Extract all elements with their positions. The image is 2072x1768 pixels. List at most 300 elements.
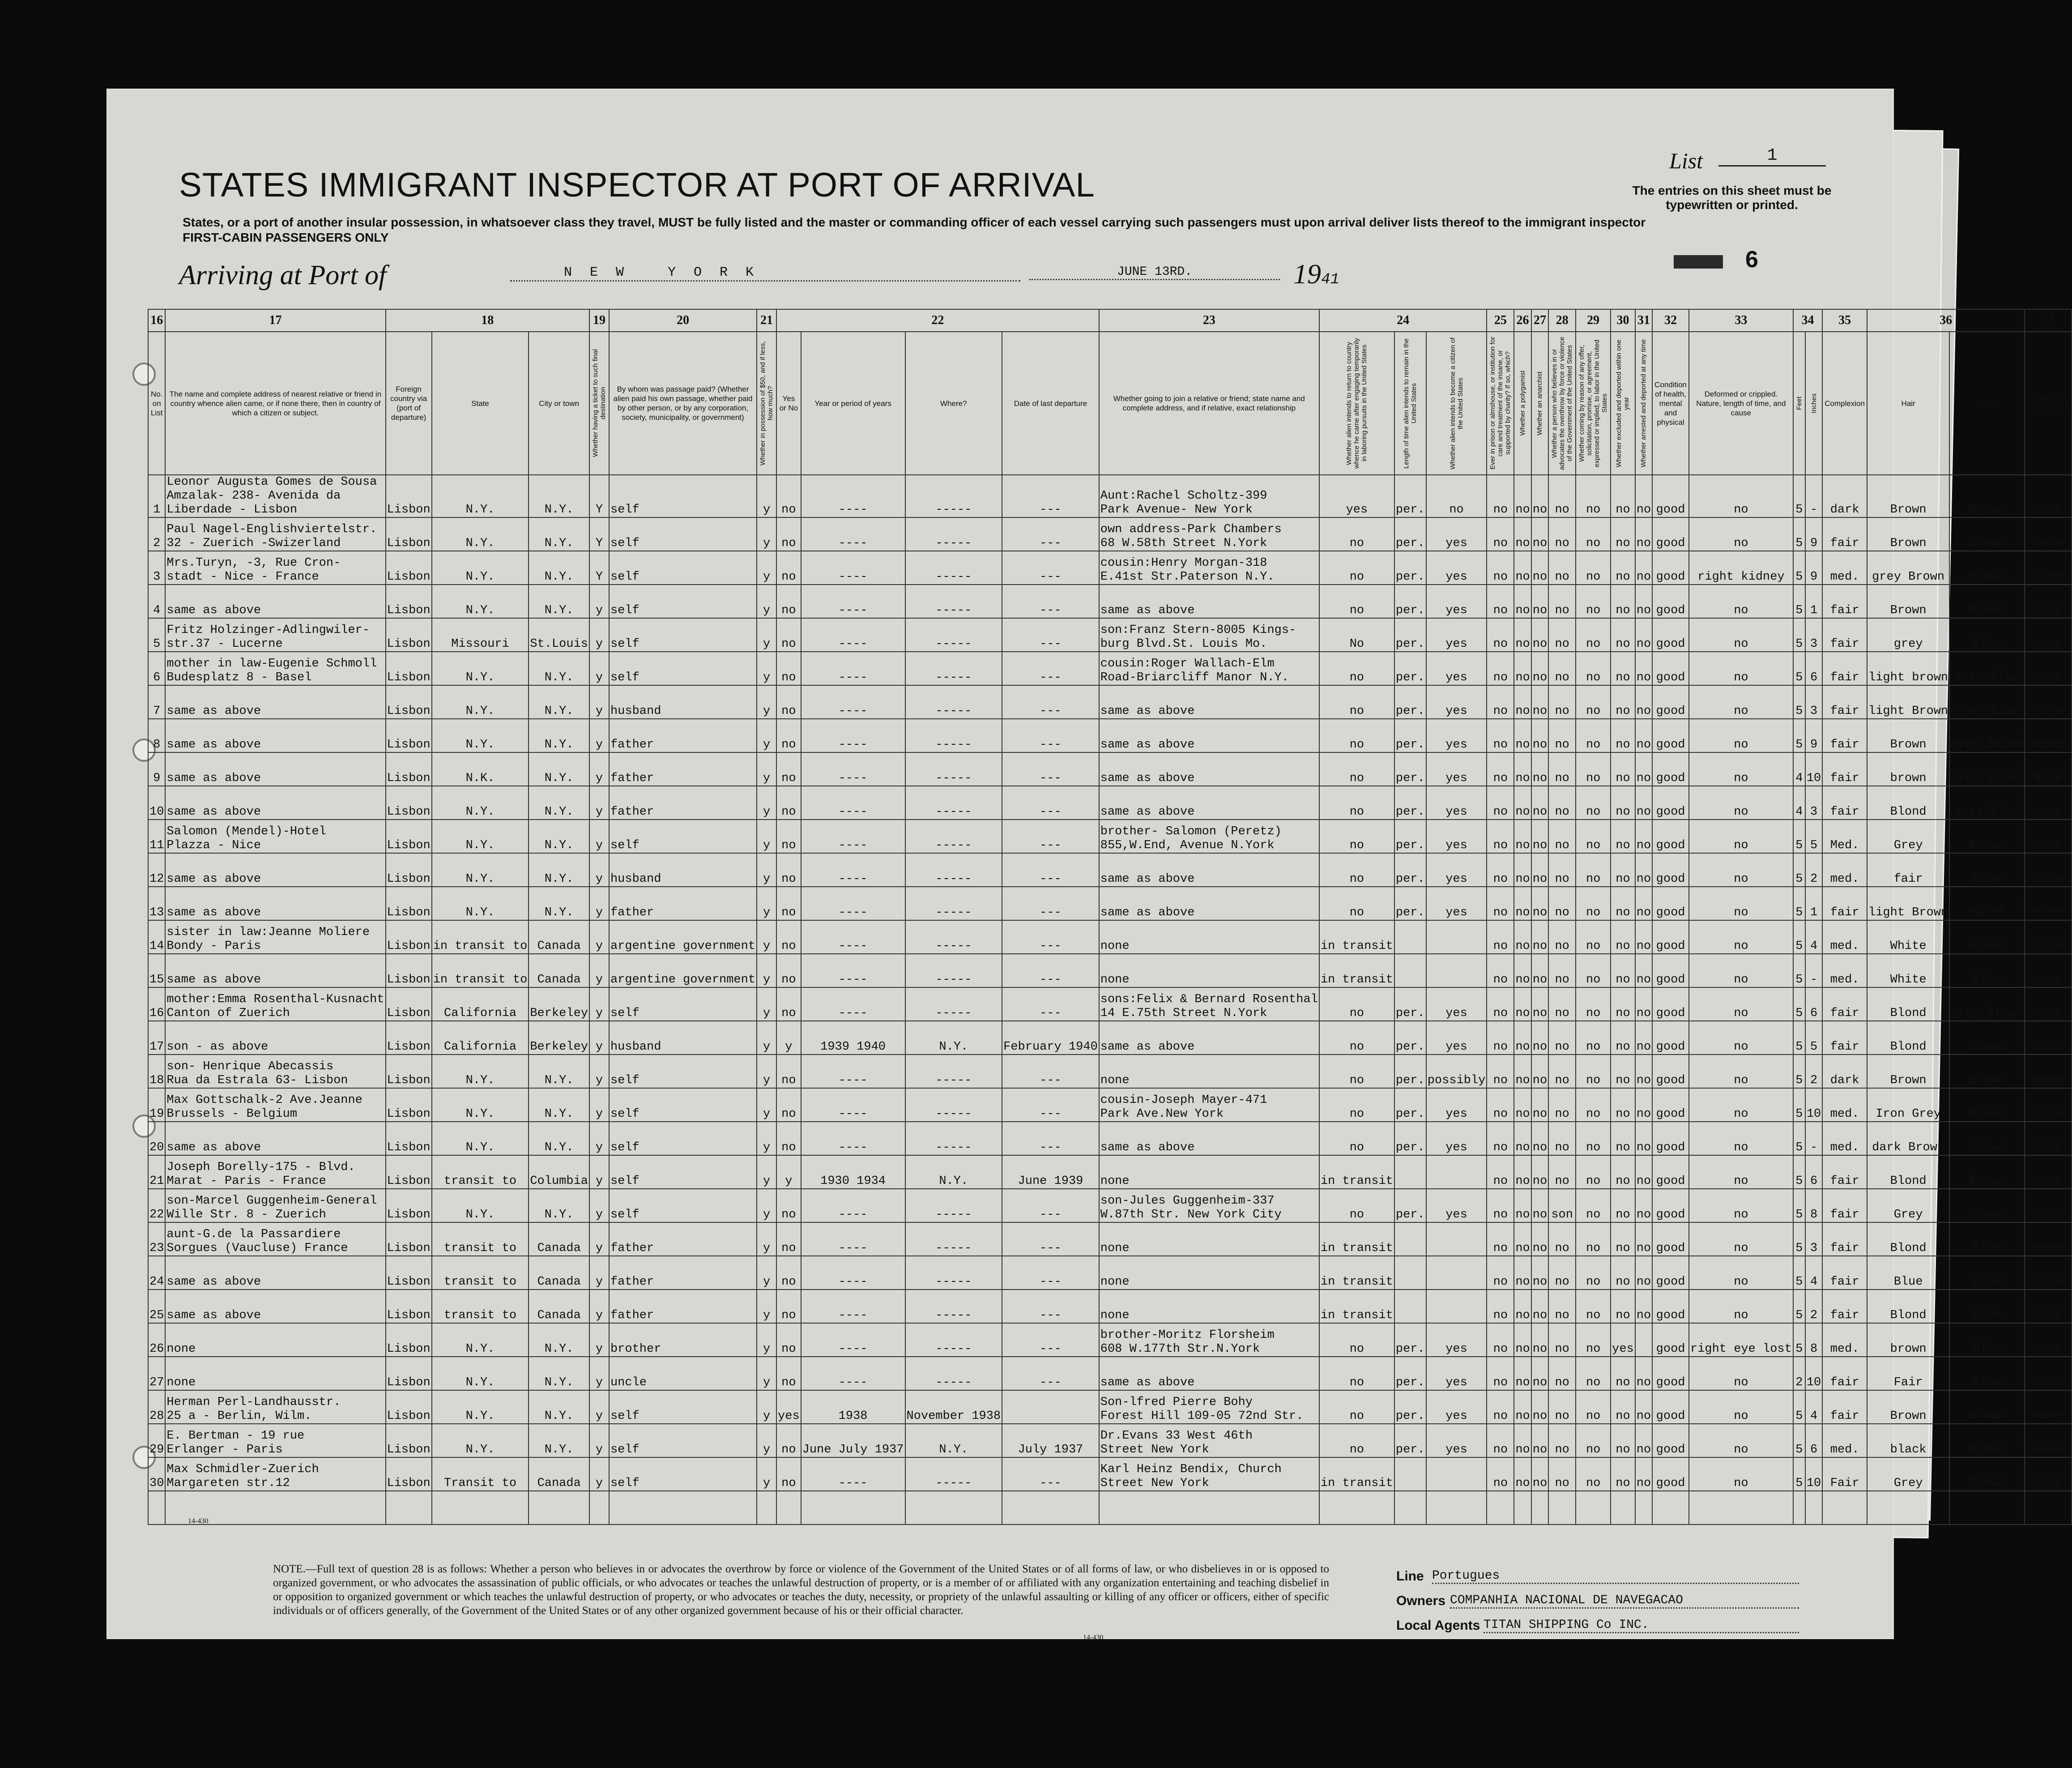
manifest-table xyxy=(148,309,2072,1525)
relative-address xyxy=(165,853,385,887)
joining-relative-value xyxy=(1099,1357,1319,1390)
ticket-value: y xyxy=(589,1088,609,1122)
destination-city: N.Y. xyxy=(529,1323,589,1357)
deformed-value: right eye lost xyxy=(1689,1323,1793,1357)
joining-relative-value-line: Son-lfred Pierre Bohy xyxy=(1100,1396,1253,1409)
hair-value: Blond xyxy=(1867,987,1949,1021)
col-num: 28 xyxy=(1548,309,1576,332)
port-of-departure: Lisbon xyxy=(386,719,432,752)
joining-relative-value xyxy=(1099,987,1319,1021)
header-overthrow xyxy=(1548,332,1576,475)
purpose-b-value: per. xyxy=(1394,475,1426,517)
overthrow-value: no xyxy=(1548,1323,1576,1357)
destination-state: Transit to xyxy=(432,1457,529,1491)
polygamist-value: no xyxy=(1514,1155,1531,1189)
joining-relative-value xyxy=(1099,719,1319,752)
labor-offer-value: no xyxy=(1576,1424,1611,1457)
ever-before-value: no xyxy=(776,987,801,1021)
excluded-value: no xyxy=(1611,920,1635,954)
port-of-departure: Lisbon xyxy=(386,887,432,920)
hair-value: fair xyxy=(1867,853,1949,887)
purpose-c-value: yes xyxy=(1426,1189,1487,1222)
relative-address-line: Joseph Borelly-175 - Blvd. xyxy=(166,1161,355,1174)
deported-value: no xyxy=(1635,475,1652,517)
relative-address-line: same as above xyxy=(166,973,261,986)
port-of-departure: Lisbon xyxy=(386,786,432,820)
complexion-value: med. xyxy=(1822,853,1867,887)
joining-relative-value-line: same as above xyxy=(1100,1141,1195,1154)
prison-value: no xyxy=(1487,920,1514,954)
purpose-b-value: per. xyxy=(1394,652,1426,685)
port-of-departure: Lisbon xyxy=(386,853,432,887)
destination-state: N.Y. xyxy=(432,1088,529,1122)
excluded-value: no xyxy=(1611,1424,1635,1457)
col-num: 29 xyxy=(1576,309,1611,332)
joining-relative-value-line: son-Jules Guggenheim-337 xyxy=(1100,1194,1275,1208)
port-of-departure: Lisbon xyxy=(386,1390,432,1424)
excluded-value: no xyxy=(1611,1222,1635,1256)
deformed-value: no xyxy=(1689,853,1793,887)
prison-value: no xyxy=(1487,618,1514,652)
joining-relative-value-line: Street New York xyxy=(1100,1477,1209,1490)
blank-cell xyxy=(1611,1491,1635,1525)
row-number: 12 xyxy=(148,853,165,887)
labor-offer-value: no xyxy=(1576,1457,1611,1491)
year-period-value: ---- xyxy=(801,820,905,853)
ever-before-value: no xyxy=(776,1189,801,1222)
where-value: ----- xyxy=(905,1290,1002,1323)
health-value: good xyxy=(1652,685,1689,719)
ever-before-value: no xyxy=(776,1290,801,1323)
passage-paid-by: self xyxy=(609,1088,757,1122)
blank-cell xyxy=(1002,1491,1099,1525)
relative-address-line: Liberdade - Lisbon xyxy=(166,503,298,517)
table-row xyxy=(148,1189,2072,1222)
header-health: Condition of health, mental and physical xyxy=(1652,332,1689,475)
deformed-value: no xyxy=(1689,517,1793,551)
marks-value: none xyxy=(2025,1357,2072,1390)
departure-date-value: --- xyxy=(1002,752,1099,786)
polygamist-value: no xyxy=(1514,685,1531,719)
overthrow-value: no xyxy=(1548,551,1576,585)
polygamist-value: no xyxy=(1514,618,1531,652)
departure-date-value: July 1937 xyxy=(1002,1424,1099,1457)
relative-address-line: son- Henrique Abecassis xyxy=(166,1060,334,1073)
col-num: 20 xyxy=(609,309,757,332)
col-num: 19 xyxy=(589,309,609,332)
complexion-value: med. xyxy=(1822,1323,1867,1357)
table-row xyxy=(148,618,2072,652)
prison-value: no xyxy=(1487,1021,1514,1055)
year-period-value: ---- xyxy=(801,1122,905,1155)
year-period-value: ---- xyxy=(801,1290,905,1323)
destination-city: N.Y. xyxy=(529,1390,589,1424)
relative-address-line: Leonor Augusta Gomes de Sousa xyxy=(166,475,377,489)
joining-relative-value xyxy=(1099,1189,1319,1222)
relative-address-line: Amzalak- 238- Avenida da xyxy=(166,489,341,503)
purpose-c-value: yes xyxy=(1426,786,1487,820)
polygamist-value: no xyxy=(1514,517,1531,551)
deported-value: no xyxy=(1635,1357,1652,1390)
header-complexion: Complexion xyxy=(1822,332,1867,475)
purpose-b-value: per. xyxy=(1394,853,1426,887)
marks-value: none xyxy=(2025,517,2072,551)
deported-value: no xyxy=(1635,752,1652,786)
labor-offer-value: no xyxy=(1576,517,1611,551)
joining-relative-value-line: Karl Heinz Bendix, Church xyxy=(1100,1463,1282,1476)
header-anarchist xyxy=(1531,332,1548,475)
table-row xyxy=(148,1390,2072,1424)
prison-value: no xyxy=(1487,1189,1514,1222)
inches-value: 10 xyxy=(1805,1457,1822,1491)
eyes-value: Blue xyxy=(1949,1323,2025,1357)
header-labor-offer xyxy=(1576,332,1611,475)
passage-paid-by: self xyxy=(609,551,757,585)
passage-paid-by: self xyxy=(609,475,757,517)
line-value: Portugues xyxy=(1432,1569,1799,1584)
inches-value: 10 xyxy=(1805,1088,1822,1122)
joining-relative-value xyxy=(1099,752,1319,786)
col-num: 24 xyxy=(1319,309,1487,332)
ticket-value: y xyxy=(589,685,609,719)
header-date-departure: Date of last departure xyxy=(1002,332,1099,475)
destination-state: N.Y. xyxy=(432,820,529,853)
joining-relative-value xyxy=(1099,820,1319,853)
year-period-value: ---- xyxy=(801,719,905,752)
deported-value: no xyxy=(1635,1222,1652,1256)
inches-value: 1 xyxy=(1805,585,1822,618)
money-value: y xyxy=(757,954,776,987)
relative-address-line: Herman Perl-Landhausstr. xyxy=(166,1396,341,1409)
purpose-a-value: in transit xyxy=(1319,1155,1394,1189)
hair-value: grey xyxy=(1867,618,1949,652)
excluded-value: no xyxy=(1611,1155,1635,1189)
labor-offer-value: no xyxy=(1576,1088,1611,1122)
deformed-value: no xyxy=(1689,1055,1793,1088)
joining-relative-value-line: son:Franz Stern-8005 Kings- xyxy=(1100,623,1296,637)
port-of-departure: Lisbon xyxy=(386,752,432,786)
table-row xyxy=(148,1424,2072,1457)
table-row xyxy=(148,585,2072,618)
year-period-value: ---- xyxy=(801,585,905,618)
eyes-value: Brown xyxy=(1949,585,2025,618)
polygamist-value: no xyxy=(1514,1256,1531,1290)
ever-before-value: no xyxy=(776,1122,801,1155)
money-value: y xyxy=(757,1323,776,1357)
eyes-value: Brown xyxy=(1949,1088,2025,1122)
subtitle-class: FIRST-CABIN PASSENGERS ONLY xyxy=(183,231,389,244)
row-number: 28 xyxy=(148,1390,165,1424)
joining-relative-value xyxy=(1099,1155,1319,1189)
row-number: 21 xyxy=(148,1155,165,1189)
marks-value: none xyxy=(2025,1390,2072,1424)
relative-address xyxy=(165,1323,385,1357)
where-value: N.Y. xyxy=(905,1424,1002,1457)
deported-value: no xyxy=(1635,1088,1652,1122)
passage-paid-by: brother xyxy=(609,1323,757,1357)
deformed-value: no xyxy=(1689,920,1793,954)
hair-value: Blond xyxy=(1867,1290,1949,1323)
inches-value: 3 xyxy=(1805,786,1822,820)
port-of-departure: Lisbon xyxy=(386,618,432,652)
departure-date-value: --- xyxy=(1002,1457,1099,1491)
excluded-value: yes xyxy=(1611,1323,1635,1357)
table-row xyxy=(148,652,2072,685)
money-value: y xyxy=(757,1256,776,1290)
excluded-value: no xyxy=(1611,987,1635,1021)
purpose-a-value: No xyxy=(1319,618,1394,652)
destination-state: transit to xyxy=(432,1256,529,1290)
purpose-c-value: yes xyxy=(1426,517,1487,551)
money-value: y xyxy=(757,1088,776,1122)
joining-relative-value xyxy=(1099,585,1319,618)
overthrow-value: no xyxy=(1548,820,1576,853)
where-value: ----- xyxy=(905,517,1002,551)
money-value: y xyxy=(757,1357,776,1390)
health-value: good xyxy=(1652,517,1689,551)
inches-value: 10 xyxy=(1805,1357,1822,1390)
excluded-value: no xyxy=(1611,1357,1635,1390)
health-value: good xyxy=(1652,475,1689,517)
joining-relative-value xyxy=(1099,786,1319,820)
destination-city: Canada xyxy=(529,954,589,987)
health-value: good xyxy=(1652,786,1689,820)
prison-value: no xyxy=(1487,987,1514,1021)
where-value: ----- xyxy=(905,618,1002,652)
anarchist-value: no xyxy=(1531,585,1548,618)
money-value: y xyxy=(757,1055,776,1088)
labor-offer-value: no xyxy=(1576,551,1611,585)
port-of-departure: Lisbon xyxy=(386,1189,432,1222)
row-number: 15 xyxy=(148,954,165,987)
labor-offer-value: no xyxy=(1576,1122,1611,1155)
table-row xyxy=(148,954,2072,987)
passage-paid-by: self xyxy=(609,987,757,1021)
destination-state: N.Y. xyxy=(432,1323,529,1357)
where-value: ----- xyxy=(905,1323,1002,1357)
purpose-b-value: per. xyxy=(1394,820,1426,853)
header-fifty-dollars-text: Whether in possession of $50, and if less, how much? xyxy=(759,341,775,465)
labor-offer-value: no xyxy=(1576,1055,1611,1088)
table-row xyxy=(148,1155,2072,1189)
passage-paid-by: self xyxy=(609,1155,757,1189)
overthrow-value: no xyxy=(1548,920,1576,954)
hair-value: light Brown xyxy=(1867,887,1949,920)
header-eyes: Eyes xyxy=(1949,332,2025,475)
eyes-value: Blue xyxy=(1949,1290,2025,1323)
where-value: N.Y. xyxy=(905,1155,1002,1189)
joining-relative-value-line: Forest Hill 109-05 72nd Str. xyxy=(1100,1409,1304,1423)
money-value: y xyxy=(757,585,776,618)
money-value: y xyxy=(757,1122,776,1155)
anarchist-value: no xyxy=(1531,1122,1548,1155)
joining-relative-value xyxy=(1099,1088,1319,1122)
relative-address-line: same as above xyxy=(166,705,261,718)
purpose-a-value: no xyxy=(1319,1189,1394,1222)
destination-city: N.Y. xyxy=(529,752,589,786)
joining-relative-value xyxy=(1099,517,1319,551)
ever-before-value: no xyxy=(776,887,801,920)
blank-cell xyxy=(1319,1491,1394,1525)
ticket-value: y xyxy=(589,585,609,618)
where-value: ----- xyxy=(905,987,1002,1021)
relative-address xyxy=(165,920,385,954)
purpose-a-value: in transit xyxy=(1319,1457,1394,1491)
where-value: ----- xyxy=(905,1122,1002,1155)
year-period-value: ---- xyxy=(801,685,905,719)
blank-cell xyxy=(609,1491,757,1525)
ever-before-value: no xyxy=(776,618,801,652)
purpose-b-value xyxy=(1394,954,1426,987)
relative-address xyxy=(165,820,385,853)
anarchist-value: no xyxy=(1531,1155,1548,1189)
col-num: 16 xyxy=(148,309,165,332)
passage-paid-by: uncle xyxy=(609,1357,757,1390)
purpose-b-value: per. xyxy=(1394,719,1426,752)
destination-city: Berkeley xyxy=(529,1021,589,1055)
inches-value: 3 xyxy=(1805,1222,1822,1256)
blank-cell xyxy=(1652,1491,1689,1525)
money-value: y xyxy=(757,719,776,752)
where-value: ----- xyxy=(905,820,1002,853)
joining-relative-value-line: Park Ave.New York xyxy=(1100,1107,1224,1121)
destination-state: N.Y. xyxy=(432,853,529,887)
prison-value: no xyxy=(1487,719,1514,752)
departure-date-value: --- xyxy=(1002,1290,1099,1323)
header-hair: Hair xyxy=(1867,332,1949,475)
eyes-value: Brown xyxy=(1949,1189,2025,1222)
ticket-value: y xyxy=(589,652,609,685)
ticket-value: y xyxy=(589,1055,609,1088)
row-number: 26 xyxy=(148,1323,165,1357)
health-value: good xyxy=(1652,1088,1689,1122)
blank-cell xyxy=(1949,1491,2025,1525)
purpose-a-value: no xyxy=(1319,719,1394,752)
health-value: good xyxy=(1652,1122,1689,1155)
departure-date-value: --- xyxy=(1002,652,1099,685)
joining-relative-value xyxy=(1099,853,1319,887)
excluded-value: no xyxy=(1611,685,1635,719)
blank-cell xyxy=(1576,1491,1611,1525)
deported-value xyxy=(1635,1323,1652,1357)
feet-value: 5 xyxy=(1793,1122,1805,1155)
feet-value: 5 xyxy=(1793,1155,1805,1189)
destination-state: N.Y. xyxy=(432,1357,529,1390)
health-value: good xyxy=(1652,920,1689,954)
destination-state: N.Y. xyxy=(432,585,529,618)
destination-city: N.Y. xyxy=(529,1189,589,1222)
joining-relative-value-line: 68 W.58th Street N.York xyxy=(1100,537,1267,550)
blank-cell xyxy=(1394,1491,1426,1525)
departure-date-value: --- xyxy=(1002,786,1099,820)
col-num: 37 xyxy=(2025,309,2072,332)
relative-address-line: 32 - Zuerich -Swizerland xyxy=(166,537,341,550)
relative-address-line: son - as above xyxy=(166,1040,269,1054)
header-ticket xyxy=(589,332,609,475)
ticket-value: y xyxy=(589,820,609,853)
table-row xyxy=(148,551,2072,585)
anarchist-value: no xyxy=(1531,652,1548,685)
table-row xyxy=(148,920,2072,954)
anarchist-value: no xyxy=(1531,685,1548,719)
ticket-value: y xyxy=(589,719,609,752)
polygamist-value: no xyxy=(1514,475,1531,517)
departure-date-value: --- xyxy=(1002,685,1099,719)
polygamist-value: no xyxy=(1514,1290,1531,1323)
complexion-value: med. xyxy=(1822,1088,1867,1122)
passage-paid-by: argentine government xyxy=(609,920,757,954)
deformed-value: no xyxy=(1689,685,1793,719)
joining-relative-value-line: 608 W.177th Str.N.York xyxy=(1100,1342,1260,1356)
header-foreign-country: Foreign country via (port of departure) xyxy=(386,332,432,475)
header-state: State xyxy=(432,332,529,475)
excluded-value: no xyxy=(1611,786,1635,820)
money-value: y xyxy=(757,920,776,954)
blank-cell xyxy=(1635,1491,1652,1525)
feet-value: 5 xyxy=(1793,1390,1805,1424)
purpose-c-value xyxy=(1426,954,1487,987)
hair-value: Blond xyxy=(1867,786,1949,820)
polygamist-value: no xyxy=(1514,920,1531,954)
labor-offer-value: no xyxy=(1576,786,1611,820)
header-deformed: Deformed or crippled. Nature, length of time, and cause xyxy=(1689,332,1793,475)
table-row xyxy=(148,719,2072,752)
joining-relative-value-line: same as above xyxy=(1100,604,1195,617)
joining-relative-value xyxy=(1099,920,1319,954)
row-number: 23 xyxy=(148,1222,165,1256)
header-purpose-c xyxy=(1426,332,1487,475)
purpose-a-value: no xyxy=(1319,551,1394,585)
health-value: good xyxy=(1652,1256,1689,1290)
overthrow-value: no xyxy=(1548,954,1576,987)
port-of-departure: Lisbon xyxy=(386,1256,432,1290)
relative-address xyxy=(165,1122,385,1155)
ever-before-value: no xyxy=(776,786,801,820)
departure-date-value: --- xyxy=(1002,1357,1099,1390)
header-inches-text: Inches xyxy=(1810,393,1818,414)
port-of-departure: Lisbon xyxy=(386,1021,432,1055)
relative-address-line: same as above xyxy=(166,906,261,919)
ever-before-value: no xyxy=(776,1222,801,1256)
blank-cell xyxy=(1805,1491,1822,1525)
header-purpose-a-text: Whether alien intends to return to country whence he came after engaging temporarily in laboring pursuits in the United States xyxy=(1345,338,1369,469)
destination-city: N.Y. xyxy=(529,475,589,517)
money-value: y xyxy=(757,887,776,920)
passage-paid-by: self xyxy=(609,1424,757,1457)
prison-value: no xyxy=(1487,585,1514,618)
polygamist-value: no xyxy=(1514,1222,1531,1256)
feet-value: 5 xyxy=(1793,1290,1805,1323)
purpose-c-value: yes xyxy=(1426,1390,1487,1424)
joining-relative-value xyxy=(1099,1290,1319,1323)
feet-value: 5 xyxy=(1793,820,1805,853)
anarchist-value: no xyxy=(1531,1390,1548,1424)
header-nearest-relative: The name and complete address of nearest relative or friend in country whence alien came, or if none there, then in country of which a citizen or subject. xyxy=(165,332,385,475)
header-anarchist-text: Whether an anarchist xyxy=(1536,371,1544,436)
table-row xyxy=(148,1055,2072,1088)
ticket-value: y xyxy=(589,786,609,820)
port-of-departure: Lisbon xyxy=(386,475,432,517)
purpose-a-value: no xyxy=(1319,987,1394,1021)
purpose-b-value: per. xyxy=(1394,1021,1426,1055)
destination-city: N.Y. xyxy=(529,652,589,685)
eyes-value: grey Brown xyxy=(1949,719,2025,752)
destination-state: N.Y. xyxy=(432,719,529,752)
relative-address-line: aunt-G.de la Passardiere xyxy=(166,1228,341,1241)
complexion-value: fair xyxy=(1822,1290,1867,1323)
prison-value: no xyxy=(1487,517,1514,551)
labor-offer-value: no xyxy=(1576,618,1611,652)
